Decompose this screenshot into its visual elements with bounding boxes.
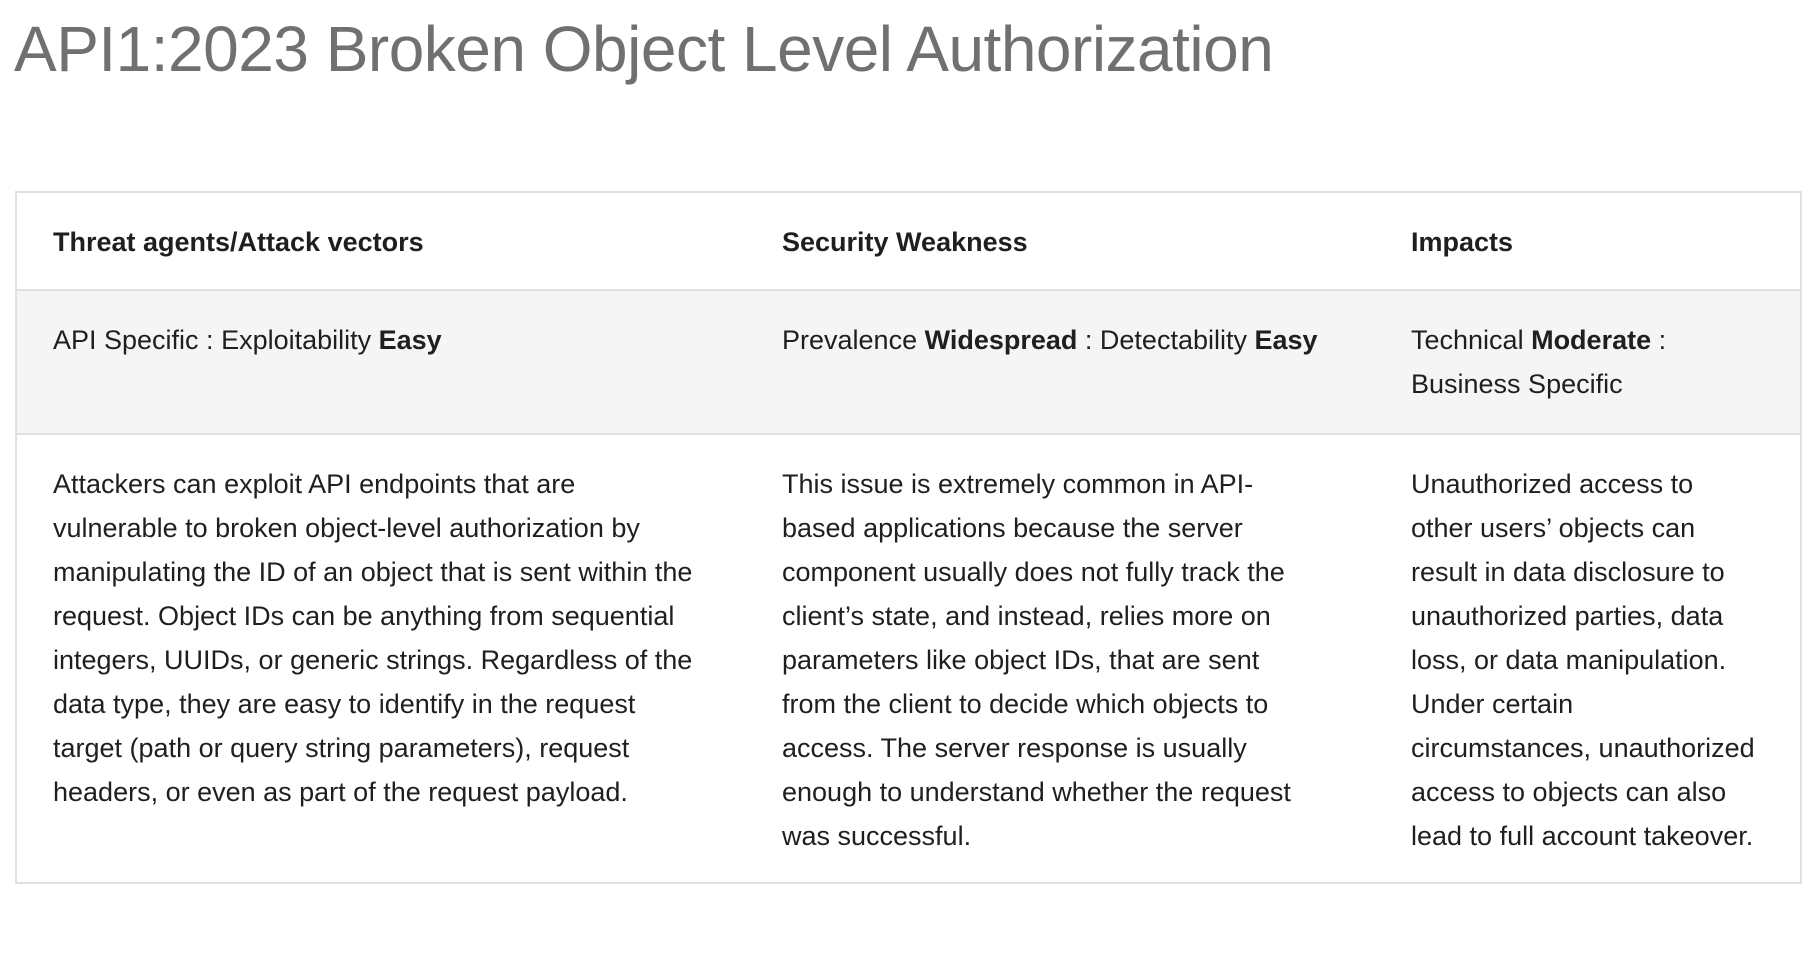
exploitability-value: Easy	[378, 325, 442, 355]
prevalence-value: Widespread	[924, 325, 1078, 355]
weakness-description: This issue is extremely common in API-based applications because the server component usually does not fully track the client’s state, and instead, relies more on parameters like object IDs, that are sent from the client to decide which objects to access. The server response is usually enough to understand whether the request was successful.	[782, 469, 1291, 851]
threat-rating-cell	[16, 290, 746, 434]
page-title: API1:2023 Broken Object Level Authorization	[14, 13, 1274, 85]
risk-rating-table	[15, 191, 1802, 884]
impact-rating-prefix: Technical	[1411, 325, 1532, 355]
rating-row	[16, 290, 1801, 434]
technical-impact-value: Moderate	[1531, 325, 1652, 355]
impact-rating-cell	[1375, 290, 1801, 434]
detectability-value: Easy	[1254, 325, 1318, 355]
weakness-rating-middle: : Detectability	[1077, 325, 1255, 355]
header-impacts: Impacts	[1375, 192, 1801, 290]
description-row	[16, 434, 1801, 883]
impact-rating-suffix: : Business Specific	[1411, 325, 1667, 399]
weakness-rating-prefix: Prevalence	[782, 325, 925, 355]
table-header-row	[16, 192, 1801, 290]
threat-description: Attackers can exploit API endpoints that are vulnerable to broken object-level authorization by manipulating the ID of an object that is sent within the request. Object IDs can be anything from sequential integers, UUIDs, or generic strings. Regardless of the data type, they are easy to identify in the request target (path or query string parameters), request headers, or even as part of the request payload.	[53, 469, 693, 807]
header-security-weakness: Security Weakness	[746, 192, 1375, 290]
threat-rating-prefix: API Specific : Exploitability	[53, 325, 379, 355]
weakness-rating-cell	[746, 290, 1375, 434]
header-threat-agents: Threat agents/Attack vectors	[16, 192, 746, 290]
impact-description: Unauthorized access to other users’ objects can result in data disclosure to unauthorized parties, data loss, or data manipulation. Under certain circumstances, unauthorized access to objects can also lead to full account takeover.	[1411, 469, 1755, 851]
